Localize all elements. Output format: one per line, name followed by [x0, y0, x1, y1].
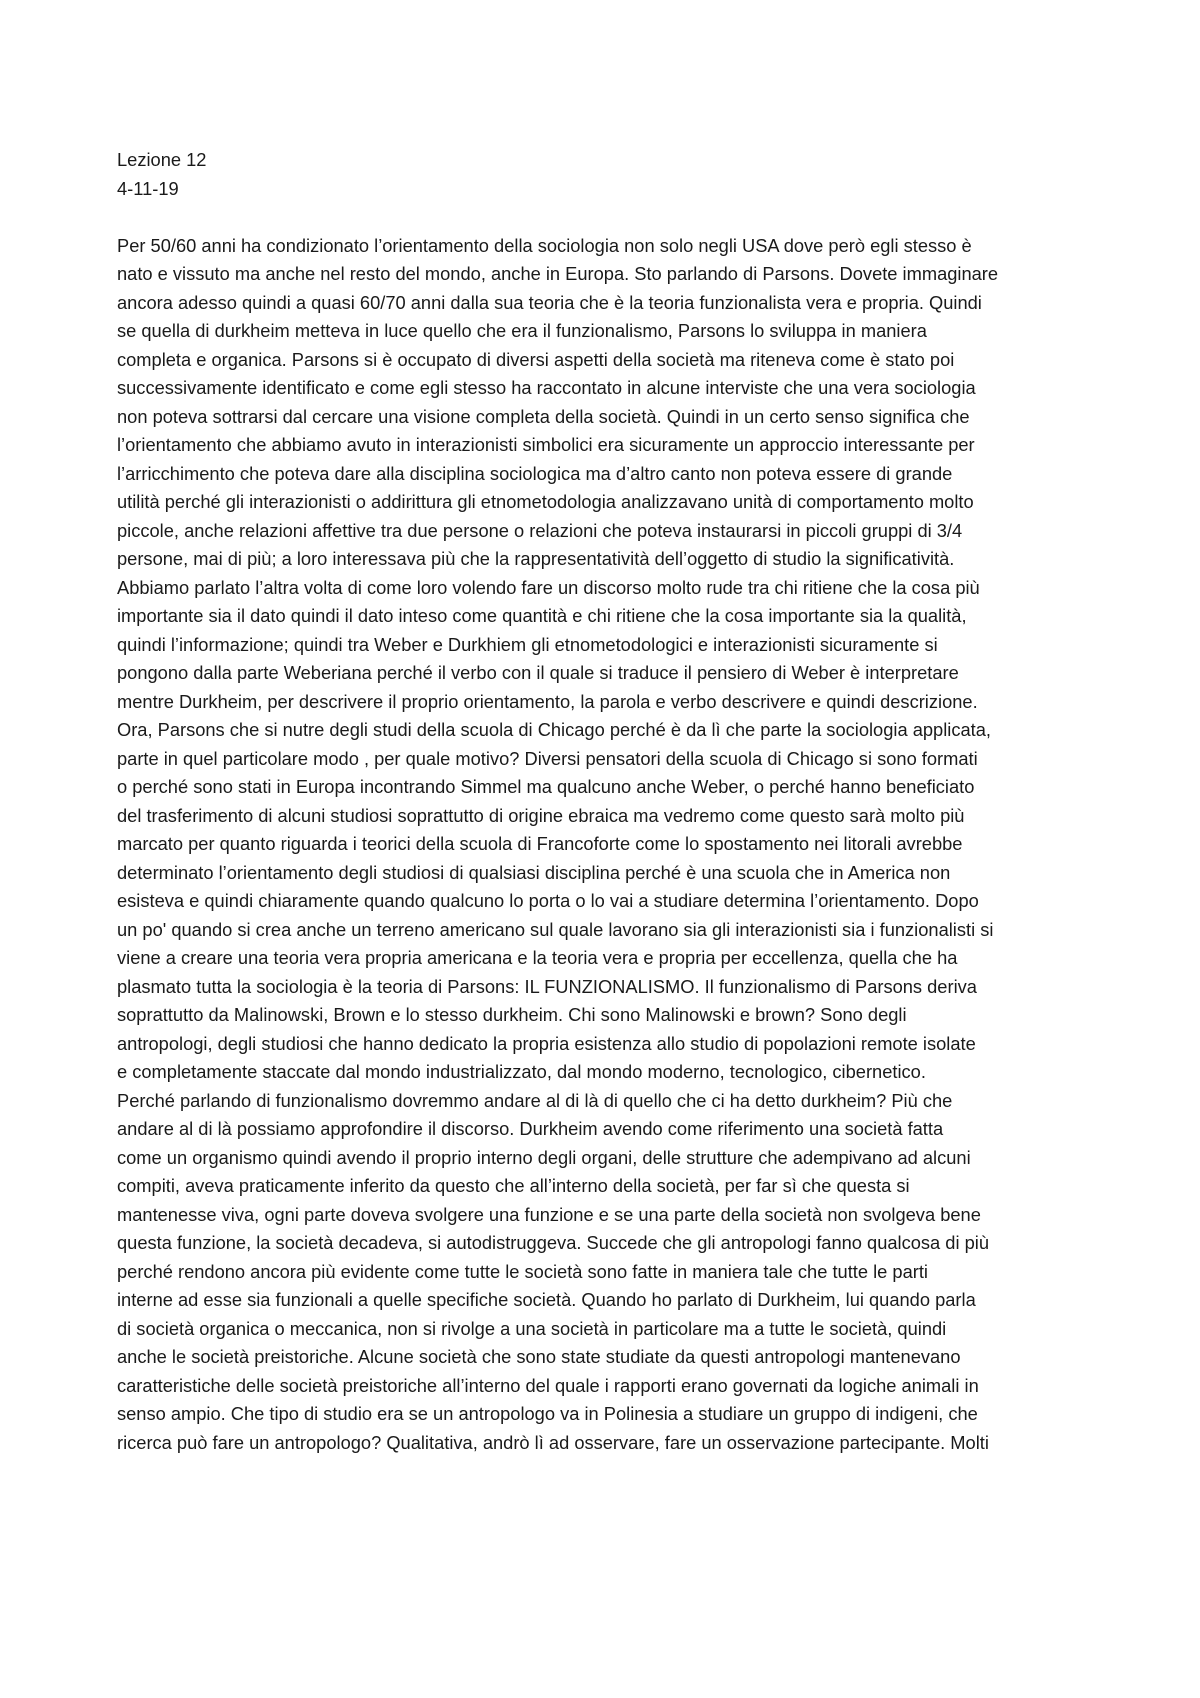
- text-line: marcato per quanto riguarda i teorici della scuola di Francoforte come lo spostamento nei litorali avrebbe: [117, 833, 963, 854]
- text-line: persone, mai di più; a loro interessava più che la rappresentatività dell’oggetto di studio la significatività.: [117, 548, 955, 569]
- text-line: del trasferimento di alcuni studiosi soprattutto di origine ebraica ma vedremo come questo sarà molto più: [117, 804, 965, 826]
- text-line: piccole, anche relazioni affettive tra due persone o relazioni che poteva instaurarsi in piccoli gruppi di 3/4: [117, 519, 963, 541]
- text-line: questa funzione, la società decadeva, si autodistruggeva. Succede che gli antropologi fanno qualcosa di più: [117, 1232, 990, 1253]
- text-line: interne ad esse sia funzionali a quelle specifiche società. Quando ho parlato di Durkheim, lui quando parla: [117, 1289, 976, 1310]
- text-line: Abbiamo parlato l’altra volta di come loro volendo fare un discorso molto rude tra chi ritiene che la cosa più: [117, 576, 980, 598]
- text-line: nato e vissuto ma anche nel resto del mondo, anche in Europa. Sto parlando di Parsons. Dovete immaginare: [117, 263, 999, 284]
- text-line: se quella di durkheim metteva in luce quello che era il funzionalismo, Parsons lo sviluppa in maniera: [117, 320, 927, 341]
- text-line: antropologi, degli studiosi che hanno dedicato la propria esistenza allo studio di popolazioni remote isolate: [117, 1032, 976, 1054]
- text-line: ricerca può fare un antropologo? Qualitativa, andrò lì ad osservare, fare un osservazione partecipante. Molti: [117, 1431, 989, 1453]
- text-line: soprattutto da Malinowski, Brown e lo stesso durkheim. Chi sono Malinowski e brown? Sono degli: [117, 1004, 907, 1025]
- text-line: o perché sono stati in Europa incontrando Simmel ma qualcuno anche Weber, o perché hanno beneficiato: [117, 776, 975, 797]
- text-line: caratteristiche delle società preistoriche all’interno del quale i rapporti erano governati da logiche animali in: [117, 1374, 979, 1396]
- text-line: Per 50/60 anni ha condizionato l’orientamento della sociologia non solo negli USA dove però egli stesso è: [117, 234, 972, 256]
- text-line: esisteva e quindi chiaramente quando qualcuno lo porta o lo vai a studiare determina l’orientamento. Dopo: [117, 890, 979, 911]
- body-paragraph: [117, 232, 1107, 1458]
- text-line: e completamente staccate dal mondo industrializzato, dal mondo moderno, tecnologico, cibernetico.: [117, 1061, 926, 1082]
- text-line: l’orientamento che abbiamo avuto in interazionisti simbolici era sicuramente un approccio interessante per: [117, 434, 975, 455]
- lesson-title: Lezione 12: [117, 149, 207, 170]
- text-line: mantenesse viva, ogni parte doveva svolgere una funzione e se una parte della società non svolgeva bene: [117, 1203, 981, 1225]
- text-line: parte in quel particolare modo , per quale motivo? Diversi pensatori della scuola di Chicago si sono formati: [117, 747, 978, 769]
- blank-line: [117, 203, 1107, 232]
- text-line: di società organica o meccanica, non si rivolge a una società in particolare ma a tutte le società, quindi: [117, 1317, 947, 1339]
- text-line: pongono dalla parte Weberiana perché il verbo con il quale si traduce il pensiero di Weber è interpretare: [117, 662, 959, 683]
- text-line: determinato l’orientamento degli studiosi di qualsiasi disciplina perché è una scuola che in America non: [117, 861, 951, 883]
- lesson-date: 4-11-19: [117, 177, 179, 199]
- text-line: compiti, aveva praticamente inferito da questo che all’interno della società, per far sì che questa si: [117, 1175, 910, 1196]
- text-line: Perché parlando di funzionalismo dovremmo andare al di là di quello che ci ha detto durkheim? Più che: [117, 1089, 953, 1111]
- text-line: perché rendono ancora più evidente come tutte le società sono fatte in maniera tale che tutte le parti: [117, 1260, 928, 1282]
- text-line: importante sia il dato quindi il dato inteso come quantità e chi ritiene che la cosa importante sia la qualità,: [117, 605, 967, 626]
- text-line: come un organismo quindi avendo il proprio interno degli organi, delle strutture che adempivano ad alcuni: [117, 1146, 971, 1168]
- text-line: senso ampio. Che tipo di studio era se un antropologo va in Polinesia a studiare un gruppo di indigeni, che: [117, 1403, 978, 1424]
- text-line: completa e organica. Parsons si è occupato di diversi aspetti della società ma riteneva come è stato poi: [117, 348, 955, 370]
- text-line: successivamente identificato e come egli stesso ha raccontato in alcune interviste che una vera sociologia: [117, 377, 976, 398]
- text-line: mentre Durkheim, per descrivere il proprio orientamento, la parola e verbo descrivere e quindi descrizione.: [117, 690, 978, 712]
- text-line: l’arricchimento che poteva dare alla disciplina sociologica ma d’altro canto non poteva essere di grande: [117, 462, 953, 484]
- text-line: viene a creare una teoria vera propria americana e la teoria vera e propria per eccellenza, quella che ha: [117, 947, 958, 968]
- text-line: ancora adesso quindi a quasi 60/70 anni dalla sua teoria che è la teoria funzionalista vera e propria. Quindi: [117, 291, 982, 313]
- text-line: Ora, Parsons che si nutre degli studi della scuola di Chicago perché è da lì che parte la sociologia applicata,: [117, 719, 991, 740]
- document-content: [117, 146, 1107, 1457]
- text-line: utilità perché gli interazionisti o addirittura gli etnometodologia analizzavano unità di comportamento molto: [117, 491, 974, 512]
- text-line: non poteva sottrarsi dal cercare una visione completa della società. Quindi in un certo senso significa che: [117, 405, 970, 427]
- text-line: un po' quando si crea anche un terreno americano sul quale lavorano sia gli interazionisti sia i funzionalisti si: [117, 918, 994, 940]
- text-line: quindi l’informazione; quindi tra Weber e Durkhiem gli etnometodologici e interazionisti sicuramente si: [117, 633, 938, 655]
- text-line: plasmato tutta la sociologia è la teoria di Parsons: IL FUNZIONALISMO. Il funzionalismo di Parsons deriva: [117, 975, 977, 997]
- text-line: andare al di là possiamo approfondire il discorso. Durkheim avendo come riferimento una società fatta: [117, 1118, 944, 1139]
- text-line: anche le società preistoriche. Alcune società che sono state studiate da questi antropologi mantenevano: [117, 1346, 961, 1367]
